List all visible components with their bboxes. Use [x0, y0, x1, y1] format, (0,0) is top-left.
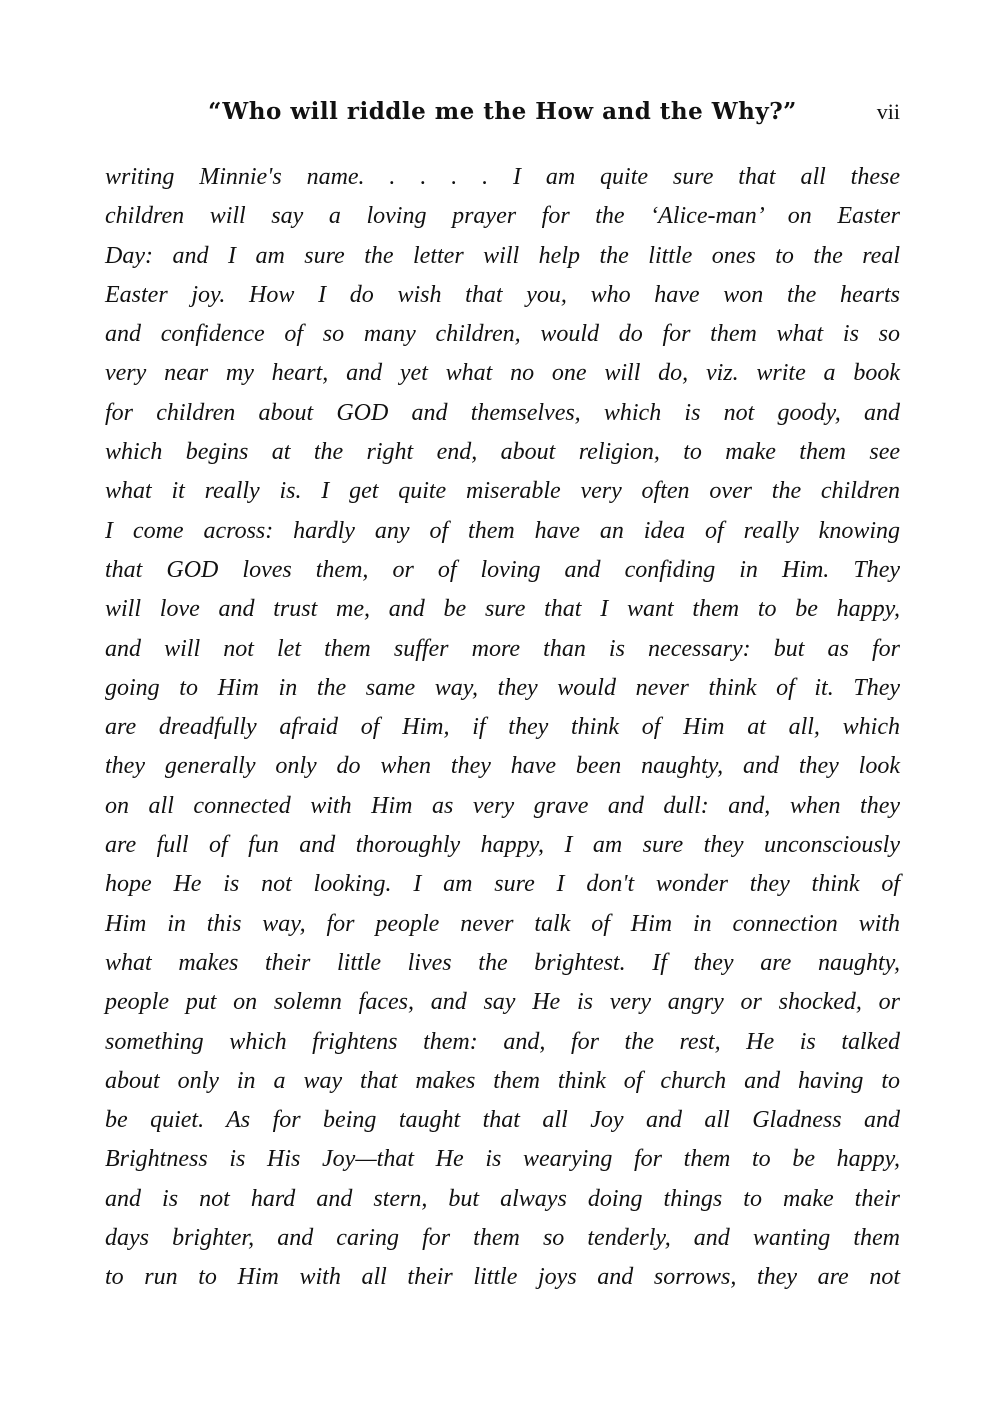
text-line: going to Him in the same way, they would never think of it. They — [105, 674, 900, 701]
text-line: days brighter, and caring for them so tenderly, and wanting them — [105, 1225, 900, 1252]
body-text — [105, 158, 900, 1298]
text-line: people put on solemn faces, and say He is very angry or shocked, or — [105, 989, 900, 1016]
running-head — [105, 92, 900, 132]
text-line: children will say a loving prayer for the ‘Alice-man’ on Easter — [105, 203, 900, 230]
text-line: are full of fun and thoroughly happy, I am sure they unconsciously — [105, 832, 900, 859]
text-line: hope He is not looking. I am sure I don't wonder they think of — [105, 871, 900, 898]
text-line: will love and trust me, and be sure that I want them to be happy, — [105, 596, 900, 623]
text-line: are dreadfully afraid of Him, if they think of Him at all, which — [105, 714, 900, 741]
text-line: writing Minnie's name. . . . . I am quite sure that all these — [105, 164, 900, 190]
text-line: what it really is. I get quite miserable very often over the children — [105, 478, 900, 505]
running-title: “Who will riddle me the How and the Why?” — [208, 98, 797, 125]
text-line: something which frightens them: and, for the rest, He is talked — [105, 1028, 900, 1055]
text-line: very near my heart, and yet what no one will do, viz. write a book — [105, 360, 900, 387]
text-line: Easter joy. How I do wish that you, who have won the hearts — [105, 281, 900, 308]
text-line: Day: and I am sure the letter will help the little ones to the real — [105, 242, 900, 269]
text-line: on all connected with Him as very grave and dull: and, when they — [105, 792, 900, 819]
text-line: what makes their little lives the brightest. If they are naughty, — [105, 949, 900, 976]
text-line: I come across: hardly any of them have an idea of really knowing — [105, 517, 900, 544]
text-line: and is not hard and stern, but always doing things to make their — [105, 1185, 900, 1212]
text-line: and confidence of so many children, would do for them what is so — [105, 321, 900, 348]
text-line: they generally only do when they have been naughty, and they look — [105, 753, 900, 780]
text-line: to run to Him with all their little joys and sorrows, they are not — [105, 1264, 900, 1291]
text-line: that GOD loves them, or of loving and confiding in Him. They — [105, 556, 900, 583]
text-line: which begins at the right end, about religion, to make them see — [105, 439, 900, 466]
text-line: about only in a way that makes them think of church and having to — [105, 1067, 900, 1094]
text-line: for children about GOD and themselves, which is not goody, and — [105, 399, 900, 426]
text-line: Brightness is His Joy—that He is wearying for them to be happy, — [105, 1146, 900, 1173]
text-line: be quiet. As for being taught that all Joy and all Gladness and — [105, 1107, 900, 1134]
text-line: Him in this way, for people never talk of Him in connection with — [105, 910, 900, 937]
text-line: and will not let them suffer more than is necessary: but as for — [105, 635, 900, 662]
page-number: vii — [876, 99, 900, 124]
